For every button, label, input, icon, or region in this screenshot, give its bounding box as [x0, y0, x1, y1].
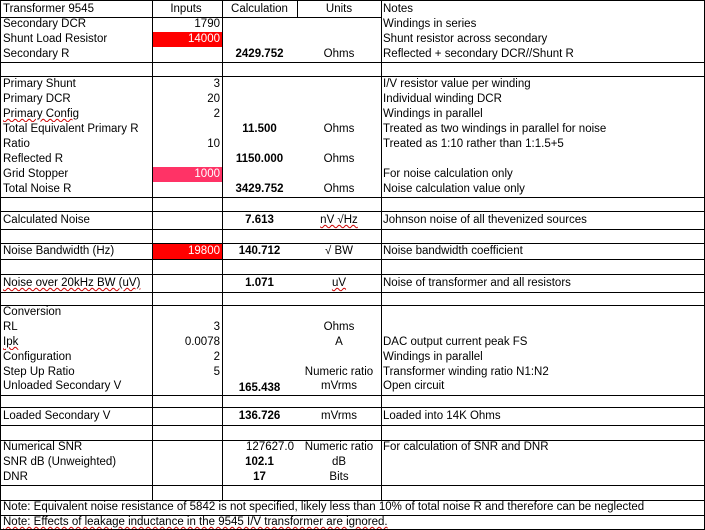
table-row: [0, 152, 705, 167]
input-cell-highlighted[interactable]: 19800: [152, 243, 222, 259]
row-label[interactable]: Secondary R: [3, 48, 70, 60]
table-row: [0, 470, 705, 485]
table-row: [0, 243, 705, 259]
inputs-header[interactable]: Inputs: [170, 3, 202, 15]
calc-cell[interactable]: 11.500: [242, 123, 277, 135]
unit-cell[interactable]: Ohms: [323, 153, 355, 165]
unit-cell[interactable]: nV √Hz: [320, 214, 358, 226]
note-cell[interactable]: For noise calculation only: [383, 168, 513, 180]
note-cell[interactable]: Treated as two windings in parallel for noise: [383, 123, 607, 135]
table-row: [0, 137, 705, 152]
calc-cell[interactable]: 102.1: [245, 456, 274, 468]
input-cell-highlighted[interactable]: 1000: [152, 167, 222, 182]
calc-cell[interactable]: 7.613: [245, 214, 274, 226]
unit-cell[interactable]: Ohms: [323, 123, 355, 135]
calc-cell[interactable]: 3429.752: [235, 183, 284, 195]
input-cell[interactable]: 2: [213, 351, 220, 363]
row-label[interactable]: Ratio: [3, 138, 30, 150]
calc-cell[interactable]: 136.726: [238, 410, 281, 422]
table-row: [0, 122, 705, 137]
grid-line: [0, 395, 705, 396]
note-cell[interactable]: Noise bandwidth coefficient: [383, 245, 523, 257]
section-label[interactable]: Conversion: [3, 306, 62, 318]
row-label[interactable]: Noise Bandwidth (Hz): [3, 245, 115, 257]
grid-line: [0, 243, 705, 244]
unit-cell[interactable]: mVrms: [321, 410, 357, 422]
calc-cell[interactable]: 127627.0: [246, 441, 294, 453]
grid-line: [297, 0, 298, 18]
row-label[interactable]: Total Equivalent Primary R: [3, 123, 139, 135]
row-label[interactable]: Calculated Noise: [3, 214, 90, 226]
grid-line: [0, 292, 705, 293]
table-row: [0, 32, 705, 47]
note-cell[interactable]: Windings in parallel: [383, 108, 483, 120]
table-row: [0, 320, 705, 335]
row-label[interactable]: Step Up Ratio: [3, 366, 75, 378]
note-cell[interactable]: Loaded into 14K Ohms: [383, 410, 501, 422]
row-label[interactable]: Reflected R: [3, 153, 64, 165]
row-label[interactable]: Noise over 20kHz BW (uV): [3, 277, 141, 289]
table-row: [0, 211, 705, 229]
note-cell[interactable]: Treated as 1:10 rather than 1:1.5+5: [383, 138, 564, 150]
note-cell[interactable]: Windings in series: [383, 18, 477, 30]
table-row: [0, 440, 705, 455]
row-label[interactable]: DNR: [3, 471, 28, 483]
footnote[interactable]: Note: Effects of leakage inductance in the 9545 I/V transformer are ignored.: [3, 516, 388, 528]
row-label[interactable]: Grid Stopper: [3, 168, 69, 180]
table-row: [0, 167, 705, 182]
input-cell[interactable]: 3: [213, 78, 220, 90]
note-cell[interactable]: Noise calculation value only: [383, 183, 525, 195]
grid-line: [0, 500, 705, 501]
note-cell[interactable]: Windings in parallel: [383, 351, 483, 363]
calc-cell[interactable]: 1150.000: [235, 153, 284, 165]
row-label[interactable]: Secondary DCR: [3, 18, 87, 30]
sheet-title[interactable]: Transformer 9545: [3, 3, 94, 15]
note-cell[interactable]: Noise of transformer and all resistors: [383, 277, 571, 289]
units-header[interactable]: Units: [325, 3, 353, 15]
table-row: [0, 107, 705, 122]
input-cell-highlighted[interactable]: 14000: [152, 32, 222, 47]
row-label[interactable]: Configuration: [3, 351, 72, 363]
table-row: [0, 407, 705, 425]
grid-line: [0, 0, 1, 530]
unit-cell[interactable]: Numeric ratio: [304, 366, 374, 378]
unit-cell[interactable]: Ohms: [323, 183, 355, 195]
table-row: [0, 455, 705, 470]
input-cell[interactable]: 1790: [194, 18, 220, 30]
note-cell[interactable]: Johnson noise of all thevenized sources: [383, 214, 587, 226]
grid-line: [0, 62, 705, 63]
row-label[interactable]: Loaded Secondary V: [3, 410, 111, 422]
row-label[interactable]: RL: [3, 321, 18, 333]
notes-header[interactable]: Notes: [383, 3, 414, 15]
calc-cell[interactable]: 1.071: [245, 277, 274, 289]
grid-line: [0, 407, 705, 408]
input-cell[interactable]: 3: [213, 321, 220, 333]
note-cell[interactable]: Transformer winding ratio N1:N2: [383, 366, 549, 378]
unit-cell[interactable]: Bits: [329, 471, 349, 483]
input-cell[interactable]: 20: [207, 93, 220, 105]
row-label[interactable]: Ipk: [3, 336, 19, 348]
calc-cell[interactable]: 165.438: [238, 382, 281, 394]
note-cell[interactable]: I/V resistor value per winding: [383, 78, 531, 90]
grid-line: [0, 76, 705, 77]
unit-cell[interactable]: Ohms: [323, 48, 355, 60]
input-cell[interactable]: 5: [213, 366, 220, 378]
table-row: [0, 92, 705, 107]
calc-cell[interactable]: 17: [253, 471, 266, 483]
grid-line: [0, 229, 705, 230]
grid-line: [0, 259, 705, 260]
table-row: [0, 17, 705, 32]
input-cell[interactable]: 10: [207, 138, 220, 150]
unit-cell[interactable]: dB: [331, 456, 347, 468]
unit-cell[interactable]: √ BW: [324, 245, 354, 257]
row-label[interactable]: Unloaded Secondary V: [3, 380, 122, 392]
unit-cell[interactable]: mVrms: [321, 380, 357, 392]
table-row: [0, 335, 705, 350]
unit-cell[interactable]: Numeric ratio: [304, 441, 374, 453]
header-row: [0, 2, 705, 17]
grid-line: [0, 274, 705, 275]
grid-line: [0, 0, 705, 1]
grid-line: [0, 17, 381, 18]
table-row: [0, 47, 705, 62]
input-cell[interactable]: 2: [213, 108, 220, 120]
grid-line: [0, 197, 705, 198]
unit-cell[interactable]: uV: [331, 277, 347, 289]
unit-cell[interactable]: Ohms: [323, 321, 355, 333]
note-cell[interactable]: Shunt resistor across secondary: [383, 33, 548, 45]
table-row: [0, 305, 705, 320]
table-row: [0, 350, 705, 365]
row-label[interactable]: Shunt Load Resistor: [3, 33, 108, 45]
footnote-row: [0, 500, 705, 515]
grid-line: [0, 425, 705, 426]
calc-cell[interactable]: 140.712: [238, 245, 281, 257]
input-cell[interactable]: 0.0078: [184, 336, 220, 348]
row-label[interactable]: Total Noise R: [3, 183, 72, 195]
table-row: [0, 77, 705, 92]
footnote-row: [0, 515, 705, 530]
grid-line: [0, 305, 705, 306]
grid-line: [0, 211, 705, 212]
note-cell[interactable]: Reflected + secondary DCR//Shunt R: [383, 48, 574, 60]
calc-cell[interactable]: 2429.752: [235, 48, 284, 60]
note-cell[interactable]: For calculation of SNR and DNR: [383, 441, 549, 453]
table-row: [0, 274, 705, 292]
note-cell[interactable]: Open circuit: [383, 380, 445, 392]
row-label[interactable]: Primary Config: [3, 108, 80, 120]
table-row: [0, 378, 705, 395]
unit-cell[interactable]: A: [335, 336, 343, 348]
footnote[interactable]: Note: Equivalent noise resistance of 5842 is not specified, likely less than 10% of total noise R and therefore can be neglected: [3, 501, 645, 513]
row-label[interactable]: Numerical SNR: [3, 441, 83, 453]
row-label[interactable]: Primary Shunt: [3, 78, 76, 90]
grid-line: [0, 515, 705, 516]
row-label[interactable]: Primary DCR: [3, 93, 71, 105]
row-label[interactable]: SNR dB (Unweighted): [3, 456, 117, 468]
note-cell[interactable]: DAC output current peak FS: [383, 336, 528, 348]
note-cell[interactable]: Individual winding DCR: [383, 93, 502, 105]
grid-line: [0, 485, 705, 486]
table-row: [0, 182, 705, 197]
calculation-header[interactable]: Calculation: [231, 3, 288, 15]
grid-line: [0, 440, 705, 441]
